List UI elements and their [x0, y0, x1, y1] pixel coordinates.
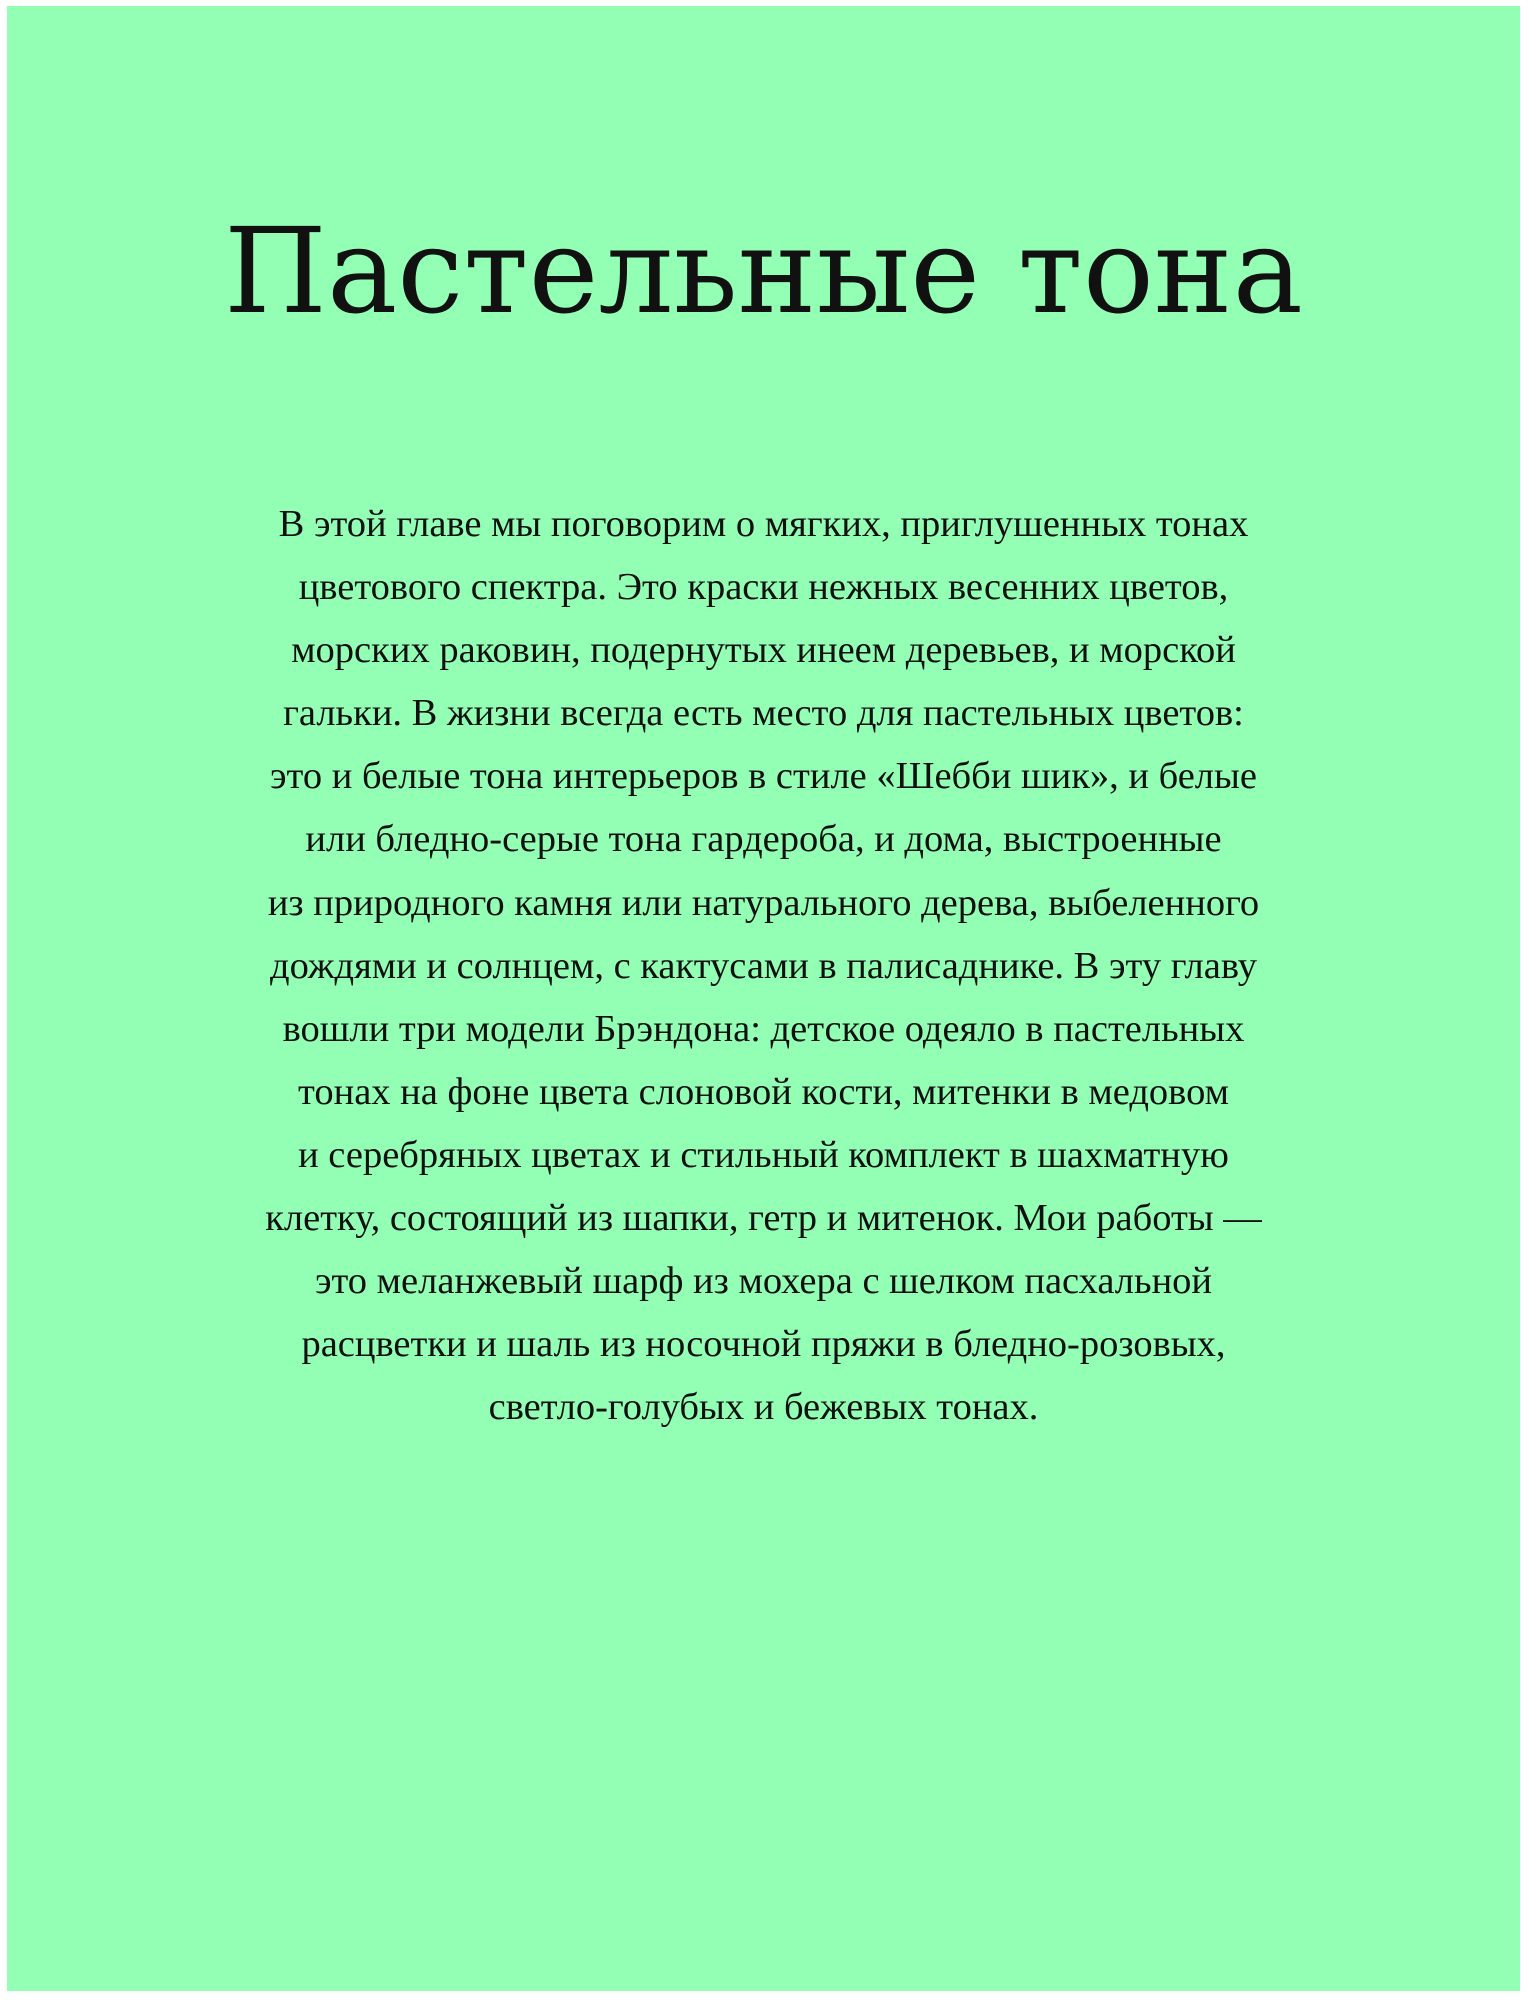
paragraph-line: тонах на фоне цвета слоновой кости, митенки в медовом [298, 1070, 1229, 1113]
paragraph-line: вошли три модели Брэндона: детское одеяло в пастельных [282, 1007, 1245, 1050]
paragraph-line: светло-голубых и бежевых тонах. [488, 1386, 1039, 1429]
chapter-title: Пастельные тона [224, 202, 1303, 340]
paragraph-line: гальки. В жизни всегда есть место для пастельных цветов: [283, 692, 1244, 735]
paragraph-line: расцветки и шаль из носочной пряжи в бледно-розовых, [301, 1323, 1226, 1366]
page [7, 6, 1520, 1991]
paragraph-line: из природного камня или натурального дерева, выбеленного [267, 881, 1260, 924]
paragraph-line: или бледно-серые тона гардероба, и дома, выстроенные [305, 818, 1222, 861]
paragraph-line: цветового спектра. Это краски нежных весенних цветов, [298, 566, 1229, 609]
paragraph-line: это меланжевый шарф из мохера с шелком пасхальной [314, 1260, 1213, 1303]
paragraph-line: дождями и солнцем, с кактусами в палисаднике. В эту главу [270, 944, 1257, 987]
paragraph-line: морских раковин, подернутых инеем деревьев, и морской [291, 629, 1236, 672]
paragraph-line: клетку, состоящий из шапки, гетр и митенок. Мои работы — [265, 1197, 1262, 1240]
paragraph-line: это и белые тона интерьеров в стиле «Шебби шик», и белые [270, 755, 1257, 798]
paragraph-line: и серебряных цветах и стильный комплект в шахматную [298, 1133, 1229, 1176]
paragraph-line: В этой главе мы поговорим о мягких, приглушенных тонах [278, 503, 1249, 545]
intro-paragraph [7, 493, 1520, 1439]
